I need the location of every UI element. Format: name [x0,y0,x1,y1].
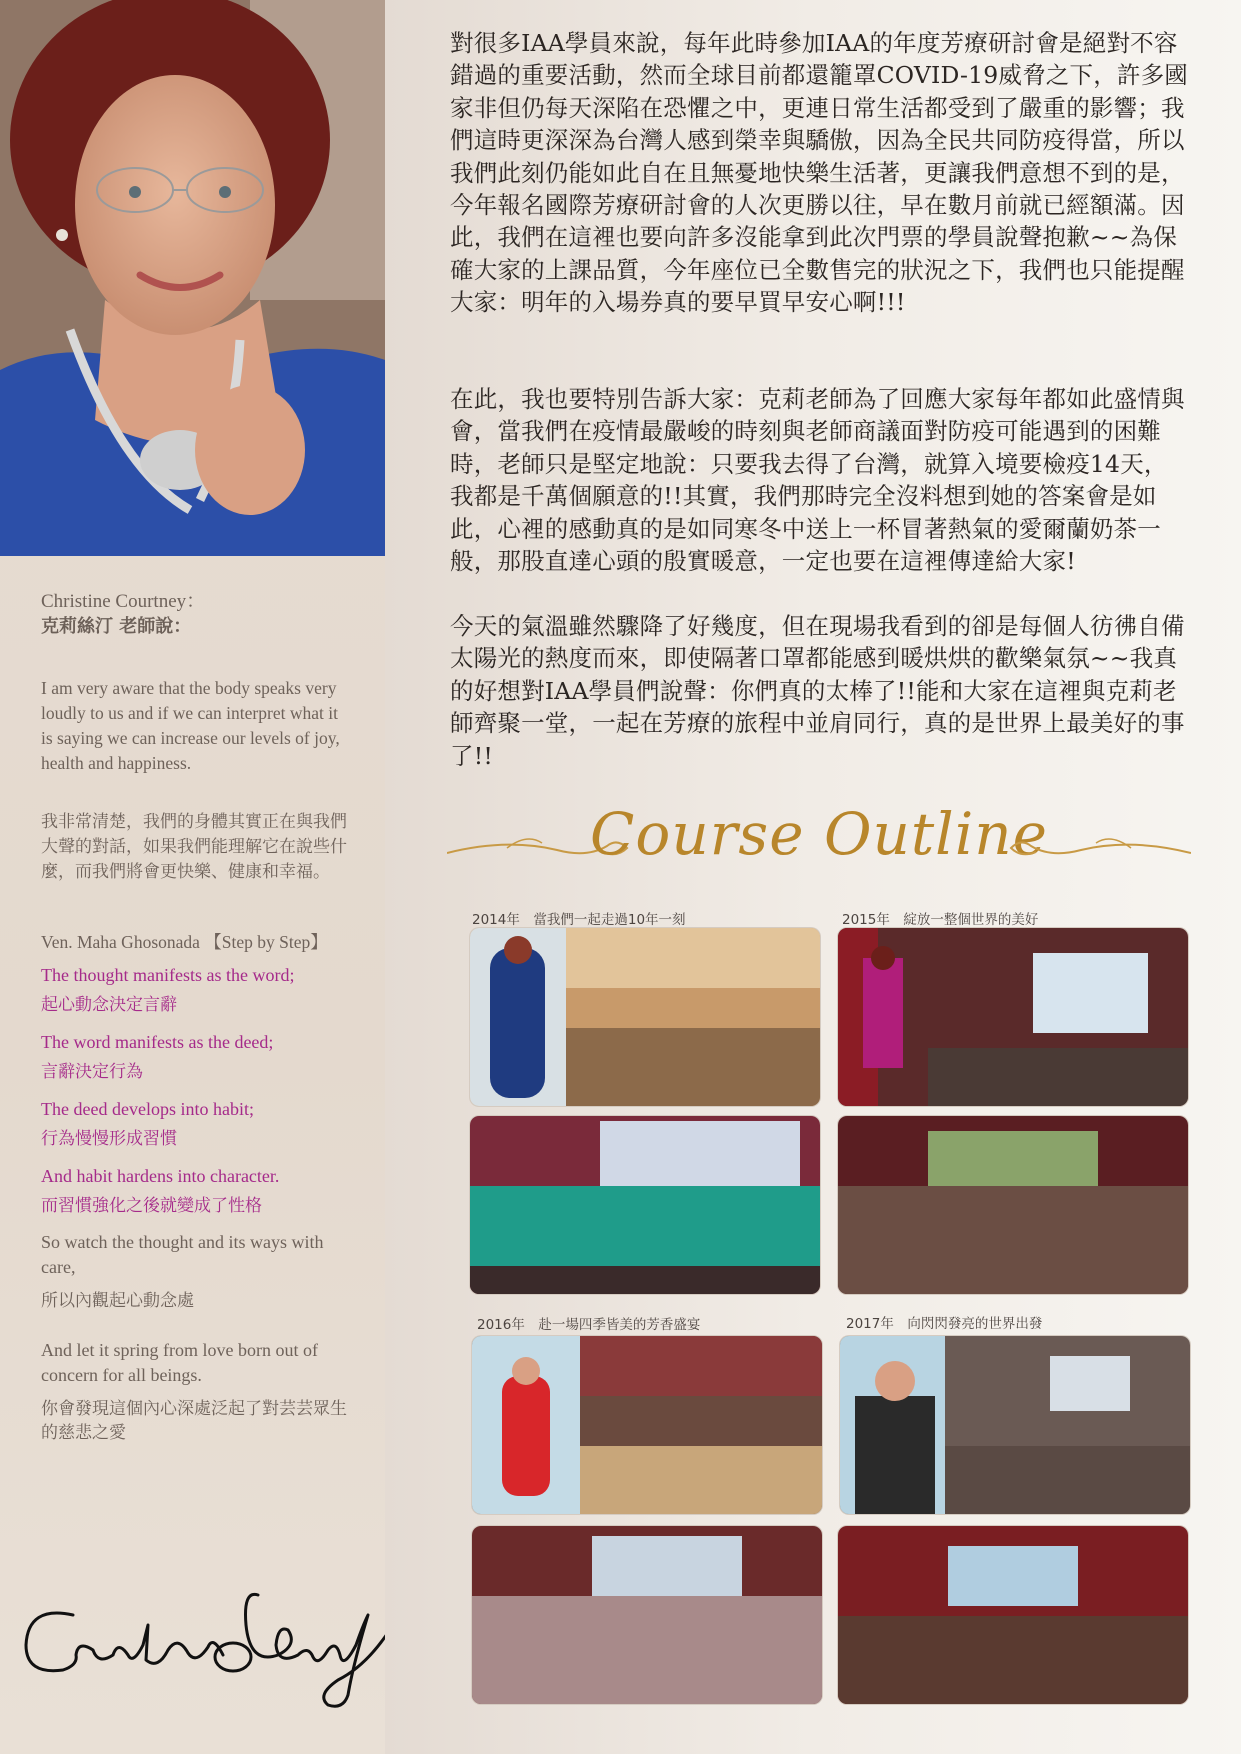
verse-english: The deed develops into habit; [41,1099,254,1119]
signature-image [18,1585,403,1715]
course-outline-title: Course Outline [590,800,1048,868]
photo-2014-lecture [470,928,820,1106]
quote-english: I am very aware that the body speaks very loudly to us and if we can interpret what it is saying we can increase our levels of joy, health and happiness. [41,678,340,773]
paragraph-teacher: 在此，我也要特別告訴大家：克莉老師為了回應大家每年都如此盛情與會，當我們在疫情最嚴峻的時刻與老師商議面對防疫可能遇到的困難時，老師只是堅定地說：只要我去得了台灣，就算入境要檢疫14天，我都是千萬個願意的!!其實，我們那時完全沒料想到她的答案會是如此，心裡的感動真的是如同寒冬中送上一杯冒著熱氣的愛爾蘭奶茶一般，那股直達心頭的殷實暖意，一定也要在這裡傳達給大家! [450,385,1185,576]
verse-chinese: 行為慢慢形成習慣 [41,1129,177,1149]
paragraph-weather: 今天的氣溫雖然驟降了好幾度，但在現場我看到的卻是每個人彷彿自備太陽光的熱度而來，即使隔著口罩都能感到暖烘烘的歡樂氣氛~~我真的好想對IAA學員們說聲：你們真的太棒了!!能和大家在這裡與克莉老師齊聚一堂，一起在芳療的旅程中並肩同行，真的是世界上最美好的事了!! [450,612,1185,770]
portrait-photo [0,0,385,556]
quote-chinese: 我非常清楚，我們的身體其實正在與我們大聲的對話，如果我們能理解它在說些什麼，而我們將會更快樂、健康和幸福。 [41,812,347,882]
attribution-chinese: 克莉絲汀 老師說： [41,616,192,637]
year-label-2016: 2016年 赴一場四季皆美的芳香盛宴 [477,1317,701,1333]
verse-4 [41,1164,361,1218]
paragraph-intro: 對很多IAA學員來說，每年此時參加IAA的年度芳療研討會是絕對不容錯過的重要活動，然而全球目前都還籠罩COVID-19威脅之下，許多國家非但仍每天深陷在恐懼之中，更連日常生活都受到了嚴重的影響；我們這時更深深為台灣人感到榮幸與驕傲，因為全民共同防疫得當，所以我們此刻仍能如此自在且無憂地快樂生活著，更讓我們意想不到的是，今年報名國際芳療研討會的人次更勝以往，早在數月前就已經額滿。因此，我們在這裡也要向許多沒能拿到此次門票的學員說聲抱歉~~為保確大家的上課品質，今年座位已全數售完的狀況之下，我們也只能提醒大家：明年的入場券真的要早買早安心啊!!! [450,29,1189,317]
quote-source: Ven. Maha Ghosonada 【Step by Step】 [41,932,328,952]
photo-2017-group [838,1526,1188,1704]
verse-chinese: 言辭決定行為 [41,1062,143,1082]
verse-english: The thought manifests as the word; [41,965,295,985]
sidebar [0,0,385,1754]
love-chinese: 你會發現這個內心深處泛起了對芸芸眾生的慈悲之愛 [41,1399,347,1443]
verse-2 [41,1030,361,1084]
attribution-english: Christine Courtney： [41,591,206,612]
year-label-2017: 2017年 向閃閃發亮的世界出發 [846,1316,1043,1332]
love-english: And let it spring from love born out of concern for all beings. [41,1340,318,1385]
photo-2016-lecture [472,1336,822,1514]
photo-2015-group [838,1116,1188,1294]
verse-3 [41,1097,361,1151]
verse-chinese: 起心動念決定言辭 [41,995,177,1015]
year-label-2015: 2015年 綻放一整個世界的美好 [842,912,1039,928]
verse-english: The word manifests as the deed; [41,1032,274,1052]
watch-english: So watch the thought and its ways with care, [41,1232,324,1277]
photo-2016-group [472,1526,822,1704]
ornament-flourish-right [1001,828,1191,868]
year-label-2014: 2014年 當我們一起走過10年一刻 [472,912,686,928]
verse-english: And habit hardens into character. [41,1166,280,1186]
photo-2015-lecture [838,928,1188,1106]
watch-chinese: 所以內觀起心動念處 [41,1291,194,1311]
verse-1 [41,963,361,1017]
photo-2014-group [470,1116,820,1294]
course-outline-heading [447,798,1191,874]
photo-2017-lecture [840,1336,1190,1514]
verse-chinese: 而習慣強化之後就變成了性格 [41,1196,262,1216]
